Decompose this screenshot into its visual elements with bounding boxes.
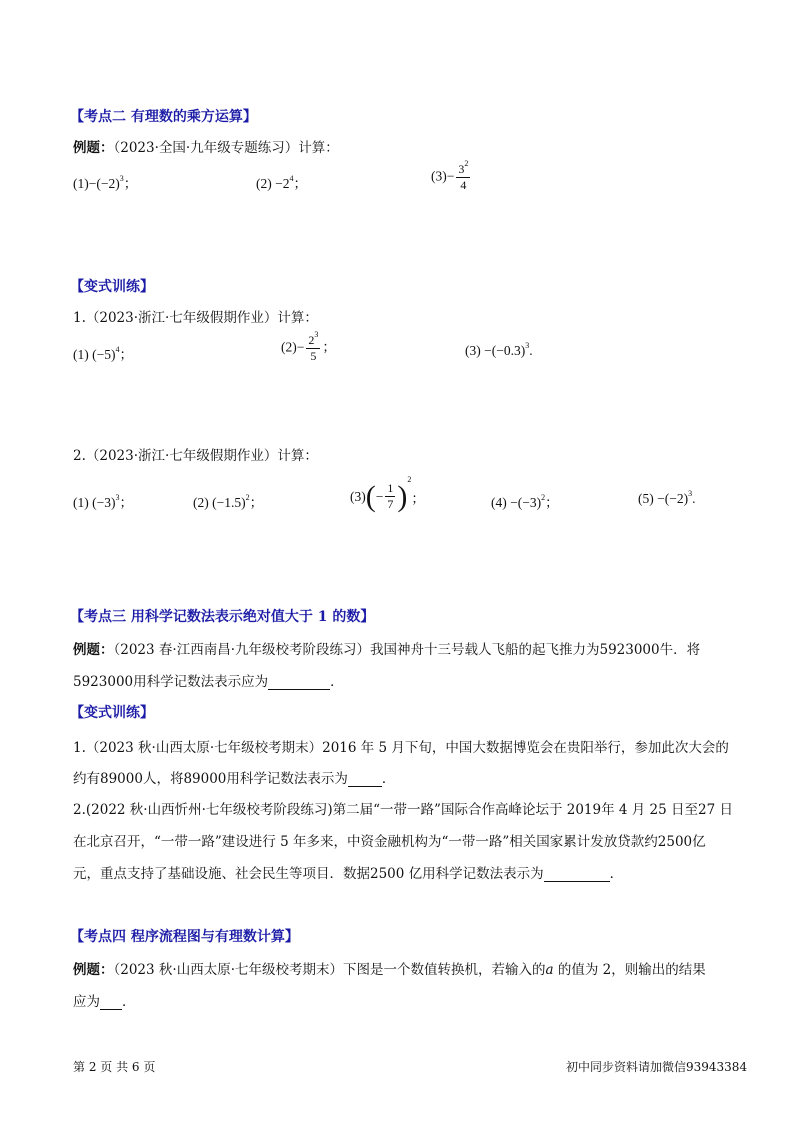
example-line: 例题：（2023 春·江西南昌·九年级校考阶段练习）我国神舟十三号载人飞船的起飞推力为5923000牛．将 [73, 642, 701, 658]
example-label: 例题： [73, 962, 114, 978]
question-line: 在北京召开，“一带一路”建设进行 5 年多来，中资金融机构为“一带一路”相关国家累计发放贷款约2500亿 [73, 834, 706, 850]
answer-blank [100, 995, 122, 1010]
problem-item: (2)− $\frac{2^3}{5}$ ； [281, 330, 336, 363]
footer-note: 初中同步资料请加微信93943384 [566, 1060, 748, 1074]
fraction: $\frac{1}{7}$ [387, 481, 394, 512]
section-title: 【考点三 用科学记数法表示绝对值大于 1 的数】 [70, 609, 375, 625]
variant-title: 【变式训练】 [70, 279, 154, 295]
example-line: 应为 ． [73, 994, 136, 1010]
answer-blank [348, 772, 382, 787]
example-line [73, 136, 339, 156]
problem-item [256, 172, 307, 192]
section-title: 【考点四 程序流程图与有理数计算】 [70, 929, 299, 945]
problem-item: $(5) -(-2)^3$. [638, 489, 696, 506]
problem-item: (2) $(-1.5)^2$； [193, 493, 264, 510]
punct: ； [293, 176, 307, 191]
exponent: 3 [119, 174, 124, 183]
section-title: 【考点二 有理数的乘方运算】 [70, 109, 257, 125]
question-text: 2.（2023·浙江·七年级假期作业）计算： [73, 448, 318, 464]
answer-blank [268, 675, 330, 690]
question-line: 元，重点支持了基础设施、社会民生等项目．数据2500 亿用科学记数法表示为 ． [73, 866, 624, 882]
problem-item: (3)(− $\frac{1}{7}$ )$^2$； [350, 475, 425, 513]
fraction: $\frac{2^3}{5}$ [308, 330, 319, 363]
expr: (3)− [431, 168, 455, 184]
problem-item: (1) $(-5)^4$； [73, 345, 133, 362]
fraction: $\frac{3^2}{4}$ [458, 159, 469, 192]
question-line: 1.（2023 秋·山西太原·七年级校考期末）2016 年 5 月下旬，中国大数据博览会在贵阳举行，参加此次大会的 [73, 740, 729, 756]
example-label: 例题： [73, 642, 114, 658]
question-line: 约有89000人，将89000用科学记数法表示为 ． [73, 771, 396, 787]
question-text: 1.（2023·浙江·七年级假期作业）计算： [73, 310, 318, 326]
problem-item: $(3) -(-0.3)^3$. [465, 341, 533, 358]
example-line: 5923000用科学记数法表示应为 ． [73, 674, 344, 690]
page-number: 第 2 页 共 6 页 [73, 1060, 156, 1074]
problem-item: $(4) -(-3)^2$； [491, 493, 559, 510]
problem-item: (1) $(-3)^3$； [73, 493, 133, 510]
problem-item [73, 172, 137, 192]
expr: (1)−(−2) [73, 176, 120, 191]
expr: (2) −2 [256, 176, 290, 191]
punct: ； [123, 176, 138, 191]
answer-blank [544, 867, 610, 882]
problem-item [431, 159, 472, 193]
example-line: 例题：（2023 秋·山西太原·七年级校考期末）下图是一个数值转换机，若输入的a 的值为 2，则输出的结果 [73, 962, 706, 978]
variant-title: 【变式训练】 [70, 705, 154, 721]
question-line: 2.(2022 秋·山西忻州·七年级校考阶段练习)第二届“一带一路”国际合作高峰论坛于 2019年 4 月 25 日至27 日 [73, 802, 733, 818]
exponent: 4 [289, 174, 294, 183]
example-text: （2023·全国·九年级专题练习）计算： [113, 140, 339, 156]
example-label: 例题： [73, 140, 114, 156]
